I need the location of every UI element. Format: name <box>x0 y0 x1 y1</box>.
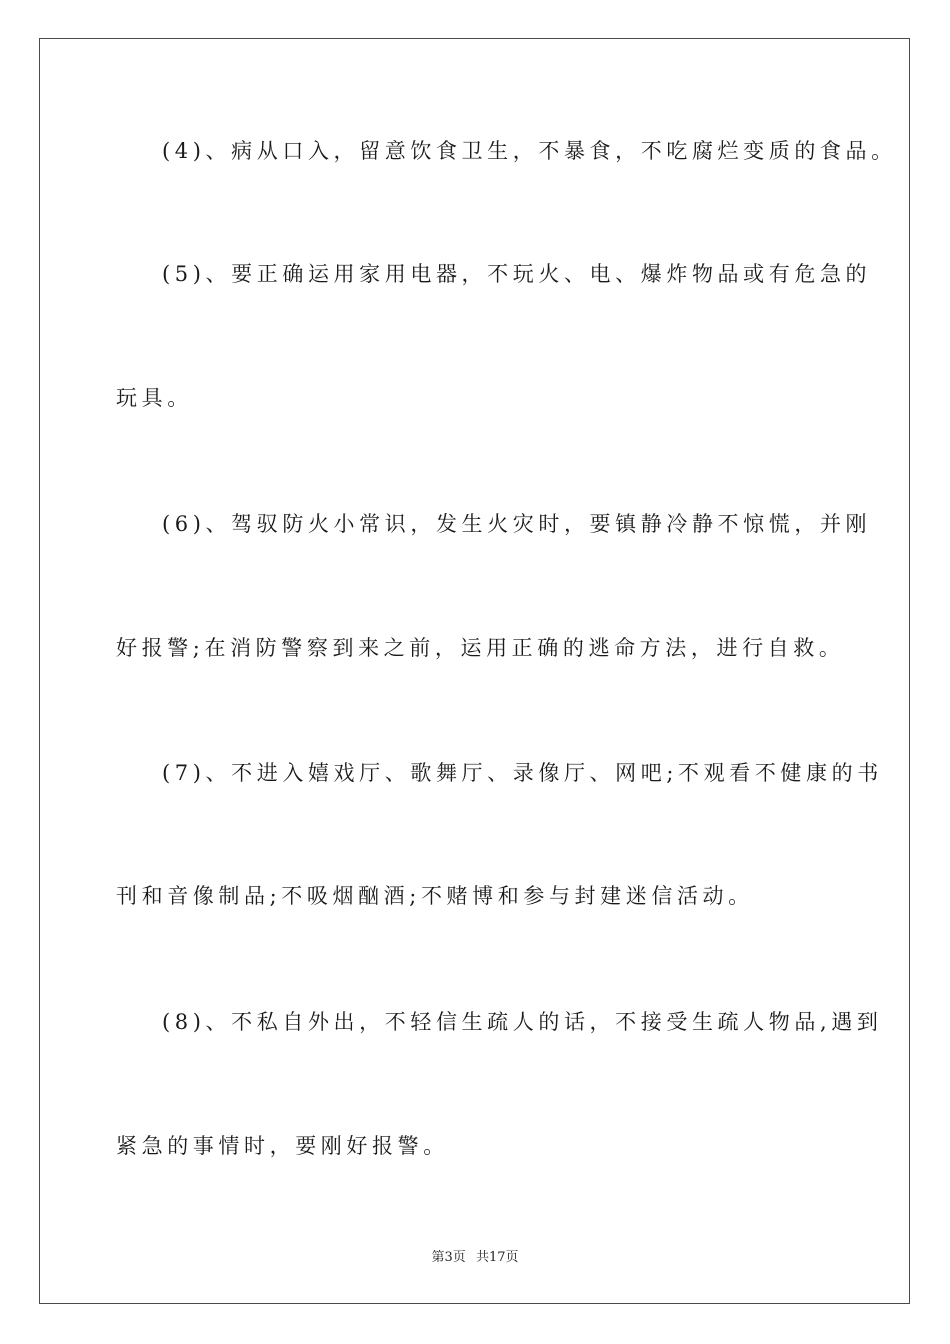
paragraph-6-line-2: 好报警;在消防警察到来之前，运用正确的逃命方法，进行自救。 <box>116 636 845 660</box>
paragraph-6-line-1: (6)、驾驭防火小常识，发生火灾时，要镇静冷静不惊慌，并刚 <box>162 512 872 536</box>
page-border <box>39 38 910 1304</box>
paragraph-8-line-2: 紧急的事情时，要刚好报警。 <box>116 1134 449 1158</box>
page-number: 第3页 <box>431 1250 466 1265</box>
paragraph-4-line-1: (4)、病从口入，留意饮食卫生，不暴食，不吃腐烂变质的食品。 <box>162 139 897 163</box>
paragraph-8-line-1: (8)、不私自外出，不轻信生疏人的话，不接受生疏人物品,遇到 <box>162 1010 883 1034</box>
page-footer <box>0 1246 950 1265</box>
paragraph-7-line-1: (7)、不进入嬉戏厅、歌舞厅、录像厅、网吧;不观看不健康的书 <box>162 761 883 785</box>
paragraph-5-line-1: (5)、要正确运用家用电器，不玩火、电、爆炸物品或有危急的 <box>162 262 872 286</box>
paragraph-7-line-2: 刊和音像制品;不吸烟酗酒;不赌博和参与封建迷信活动。 <box>116 884 754 908</box>
total-pages: 共17页 <box>475 1250 519 1265</box>
paragraph-5-line-2: 玩具。 <box>116 386 193 410</box>
